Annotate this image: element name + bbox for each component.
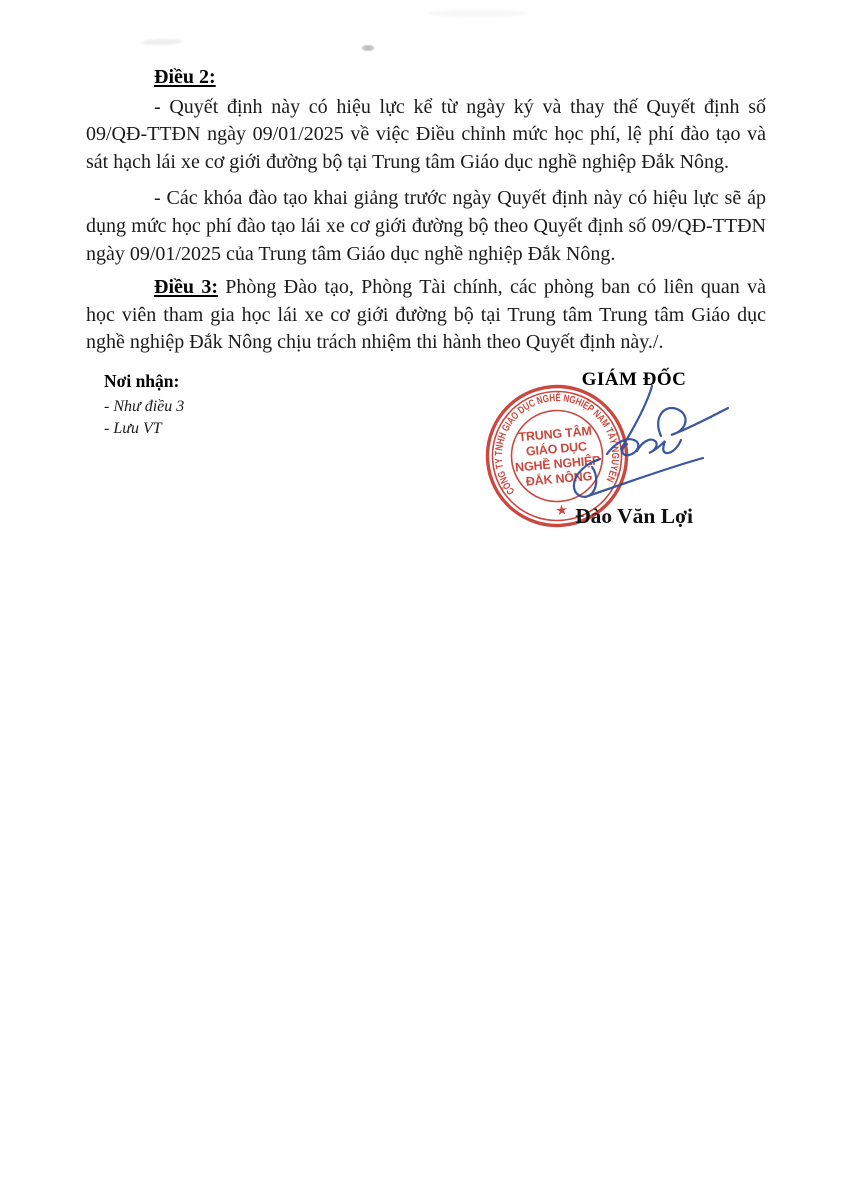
article-2-heading-line bbox=[86, 64, 766, 92]
stamp-star-icon: ★ bbox=[554, 503, 569, 520]
article-2-heading: Điều 2: bbox=[154, 66, 216, 88]
scan-smudge bbox=[142, 38, 182, 45]
article-2-paragraph-1: - Quyết định này có hiệu lực kể từ ngày ký và thay thế Quyết định số 09/QĐ-TTĐN ngày 09/01/2025 về việc Điều chỉnh mức học phí, lệ phí đào tạo và sát hạch lái xe cơ giới đường bộ tại Trung tâm Giáo dục nghề nghiệp Đắk Nông. bbox=[86, 95, 766, 173]
handwritten-signature bbox=[535, 379, 770, 509]
recipients-block bbox=[104, 371, 184, 439]
stamp-ring-text: CÔNG TY TNHH GIÁO DỤC NGHỀ NGHIỆP NAM TÂY NGUYÊN bbox=[493, 392, 621, 497]
article-3-text: Phòng Đào tạo, Phòng Tài chính, các phòng ban có liên quan và học viên tham gia học lái xe cơ giới đường bộ tại Trung tâm Trung tâm Giáo dục nghề nghiệp Đắk Nông chịu trách nhiệm thi hành theo Quyết định này./. bbox=[86, 276, 766, 354]
article-3-heading: Điều 3: bbox=[154, 276, 218, 299]
recipients-item: - Lưu VT bbox=[104, 419, 162, 437]
article-3-paragraph bbox=[86, 274, 766, 357]
svg-text:GIÁO DỤC: GIÁO DỤC bbox=[525, 439, 588, 459]
signature-section bbox=[0, 365, 848, 565]
svg-text:NGHỀ NGHIỆP: NGHỀ NGHIỆP bbox=[514, 453, 601, 475]
svg-text:ĐẮK NÔNG: ĐẮK NÔNG bbox=[525, 469, 593, 489]
document-body bbox=[86, 64, 766, 357]
article-2-paragraph-2: - Các khóa đào tạo khai giảng trước ngày Quyết định này có hiệu lực sẽ áp dụng mức học phí đào tạo lái xe cơ giới đường bộ theo Quyết định số 09/QĐ-TTĐN ngày 09/01/2025 của Trung tâm Giáo dục nghề nghiệp Đắk Nông. bbox=[86, 187, 766, 265]
recipients-item: - Như điều 3 bbox=[104, 398, 185, 415]
recipients-title: Nơi nhận: bbox=[104, 371, 180, 391]
scan-smudge bbox=[428, 10, 528, 17]
signer-name: Đào Văn Lợi bbox=[575, 504, 693, 528]
svg-text:TRUNG TÂM: TRUNG TÂM bbox=[518, 423, 593, 445]
scan-mark bbox=[362, 45, 374, 51]
signer-title: GIÁM ĐỐC bbox=[581, 369, 687, 390]
